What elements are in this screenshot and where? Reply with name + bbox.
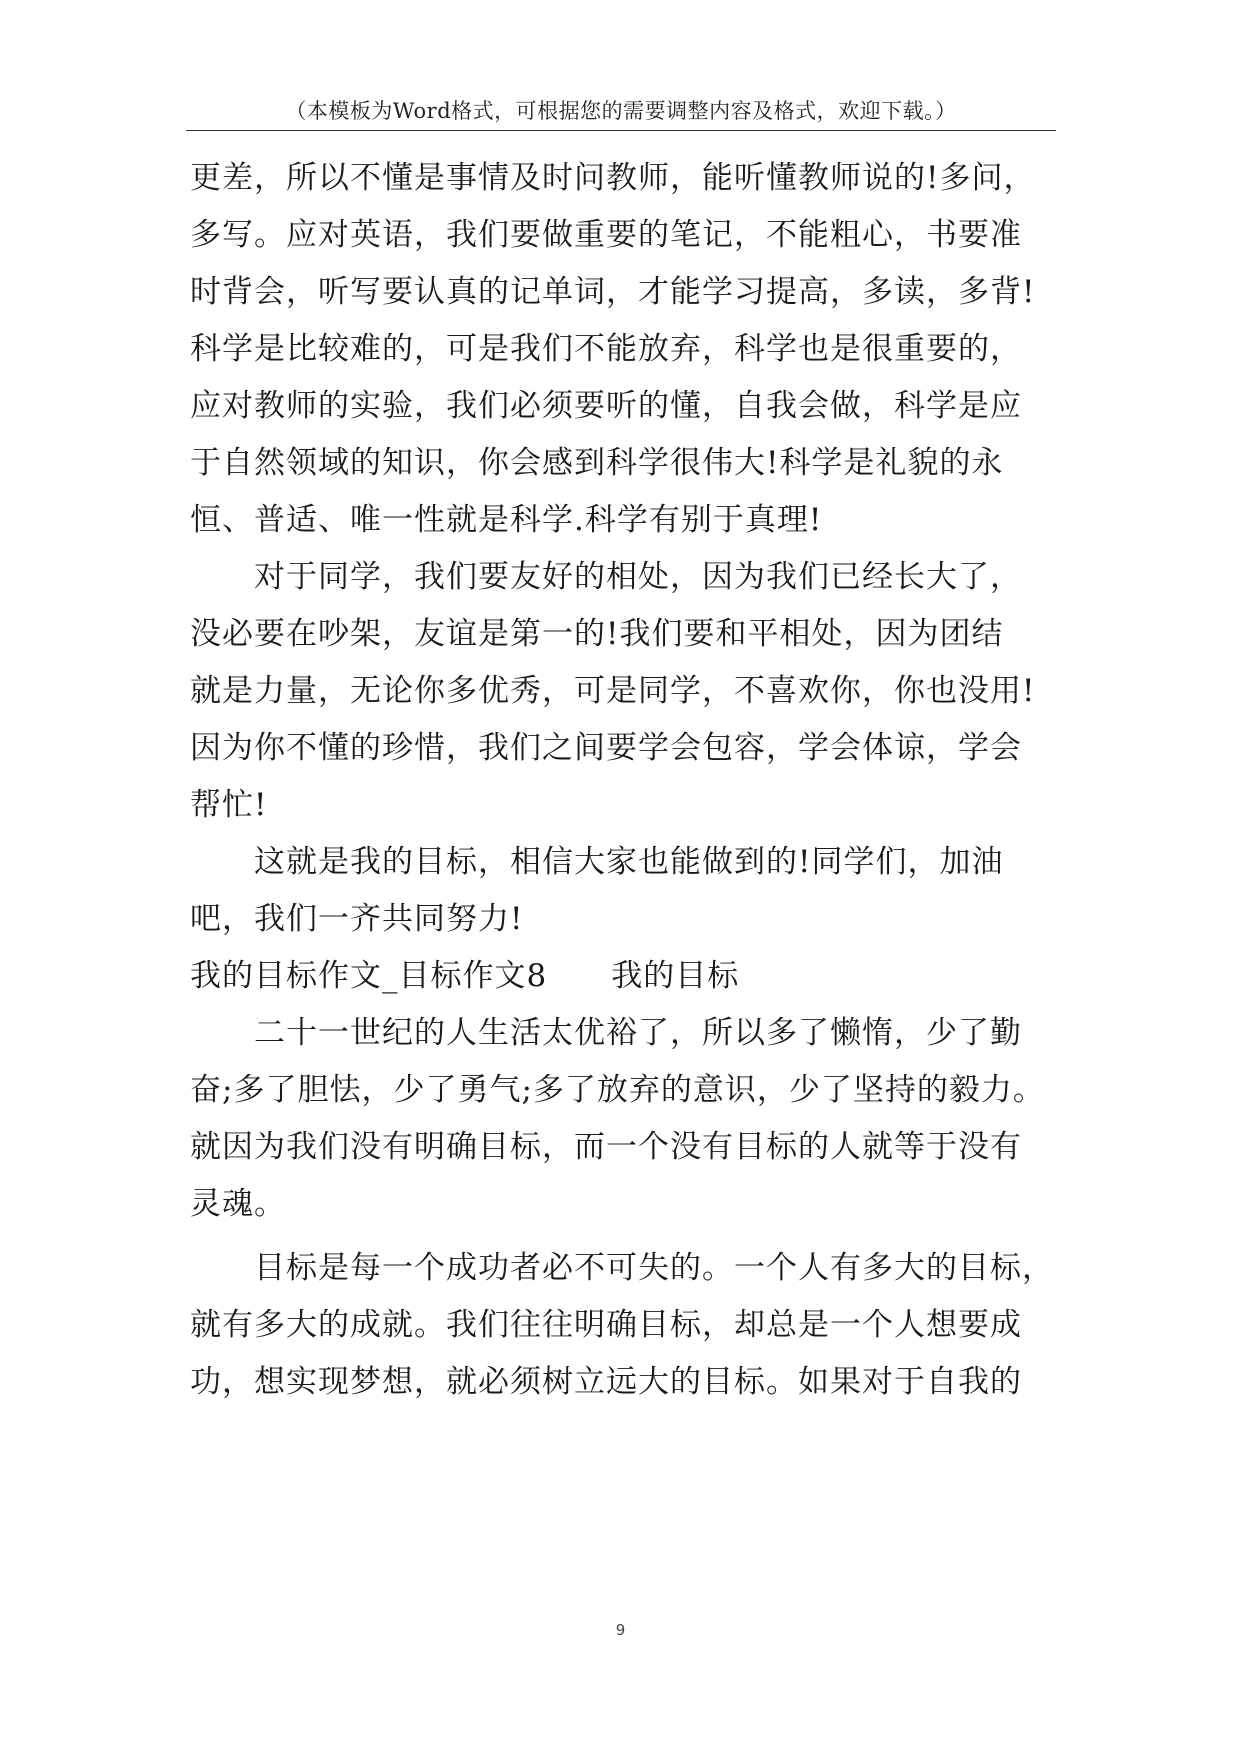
body-line: 于自然领域的知识，你会感到科学很伟大!科学是礼貌的永 bbox=[190, 445, 1004, 481]
page-number: 9 bbox=[615, 1621, 626, 1639]
header-divider bbox=[186, 130, 1056, 131]
paragraph-first-line: 二十一世纪的人生活太优裕了，所以多了懒惰，少了勤 bbox=[254, 1015, 1022, 1051]
template-note-header: （本模板为Word格式，可根据您的需要调整内容及格式，欢迎下载。） bbox=[285, 99, 957, 123]
body-line: 应对教师的实验，我们必须要听的懂，自我会做，科学是应 bbox=[190, 388, 1022, 424]
body-line: 没必要在吵架，友谊是第一的!我们要和平相处，因为团结 bbox=[190, 616, 1004, 652]
paragraph-first-line: 这就是我的目标，相信大家也能做到的!同学们，加油 bbox=[254, 844, 1004, 880]
body-line: 恒、普适、唯一性就是科学.科学有别于真理! bbox=[190, 502, 823, 538]
body-line: 吧，我们一齐共同努力! bbox=[190, 901, 524, 937]
body-line: 就因为我们没有明确目标，而一个没有目标的人就等于没有 bbox=[190, 1129, 1022, 1165]
body-line: 因为你不懂的珍惜，我们之间要学会包容，学会体谅，学会 bbox=[190, 730, 1022, 766]
paragraph-first-line: 对于同学，我们要友好的相处，因为我们已经长大了， bbox=[254, 559, 1022, 595]
body-line: 科学是比较难的，可是我们不能放弃，科学也是很重要的， bbox=[190, 331, 1022, 367]
body-line: 灵魂。 bbox=[190, 1186, 286, 1222]
body-line: 奋;多了胆怯，少了勇气;多了放弃的意识，少了坚持的毅力。 bbox=[190, 1072, 1045, 1108]
body-line: 功，想实现梦想，就必须树立远大的目标。如果对于自我的 bbox=[190, 1364, 1022, 1400]
paragraph-first-line: 目标是每一个成功者必不可失的。一个人有多大的目标， bbox=[254, 1250, 1054, 1286]
body-line: 就有多大的成就。我们往往明确目标，却总是一个人想要成 bbox=[190, 1307, 1022, 1343]
body-line: 帮忙! bbox=[190, 787, 268, 823]
body-line: 多写。应对英语，我们要做重要的笔记，不能粗心，书要准 bbox=[190, 217, 1022, 253]
body-line: 就是力量，无论你多优秀，可是同学，不喜欢你，你也没用! bbox=[190, 673, 1036, 709]
body-line: 时背会，听写要认真的记单词，才能学习提高，多读，多背! bbox=[190, 274, 1036, 310]
section-heading: 我的目标作文_目标作文8 我的目标 bbox=[190, 958, 740, 994]
body-line: 更差，所以不懂是事情及时问教师，能听懂教师说的!多问， bbox=[190, 160, 1036, 196]
